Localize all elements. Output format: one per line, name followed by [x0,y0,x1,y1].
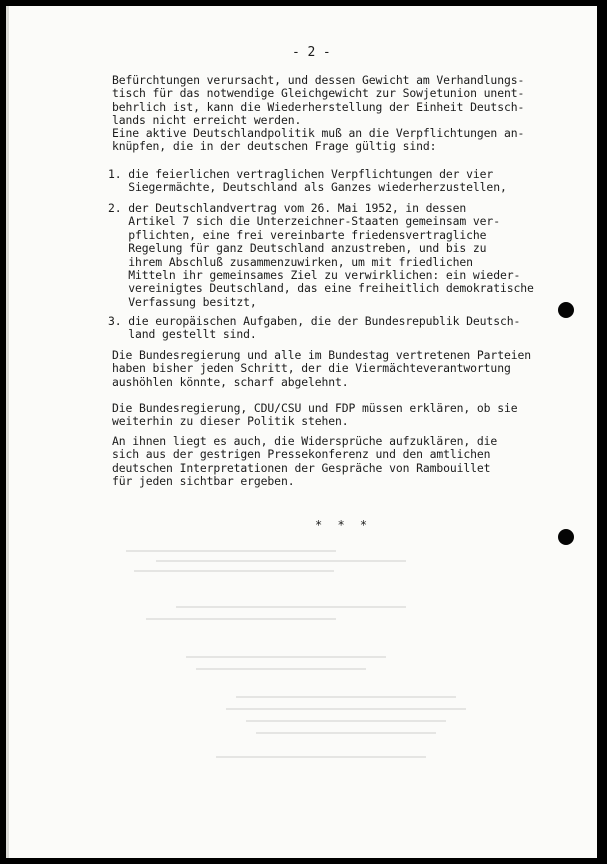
section-separator: * * * [315,518,372,532]
punch-hole-lower [558,529,574,545]
paragraph-deutschlandpolitik: Eine aktive Deutschlandpolitik muß an die Verpflichtungen an- knüpfen, die in der deutschen Frage gültig sind: [112,126,525,154]
document-page [6,6,597,858]
punch-hole-upper [558,302,574,318]
page-edge-shadow [6,6,9,858]
list-item-3: 3. die europäischen Aufgaben, die der Bundesrepublik Deutsch- land gestellt sind. [108,314,521,342]
paragraph-widersprueche: An ihnen liegt es auch, die Widersprüche aufzuklären, die sich aus der gestrigen Pressekonferenz und den amtlichen deutschen Interpretationen der Gespräche von Rambouillet für jeden sichtbar ergeben. [112,434,498,489]
list-item-1: 1. die feierlichen vertraglichen Verpflichtungen der vier Siegermächte, Deutschland als Ganzes wiederherzustellen, [108,167,507,195]
page-number: - 2 - [292,45,331,60]
paragraph-bundesregierung-parteien: Die Bundesregierung und alle im Bundestag vertretenen Parteien haben bisher jeden Schritt, der die Viermächteverantwortung aushöhlen könnte, scharf abgelehnt. [112,348,531,389]
paragraph-befuerchtungen: Befürchtungen verursacht, und dessen Gewicht am Verhandlungs- tisch für das notwendige Gleichgewicht zur Sowjetunion unent- behrlich ist, kann die Wiederherstellung der Einheit Deutsch- lands nicht erreicht werden. [112,73,525,128]
list-item-2: 2. der Deutschlandvertrag vom 26. Mai 1952, in dessen Artikel 7 sich die Unterzeichner-Staaten gemeinsam ver- pflichten, eine frei vereinbarte friedensvertragliche Regelung für ganz Deutschland anzustreben, und bis zu ihrem Abschluß zusammenzuwirken, um mit friedlichen Mitteln ihr gemeinsames Ziel zu verwirklichen: ein wieder- vereinigtes Deutschland, das eine freiheitlich demokratische Verfassung besitzt, [108,201,534,309]
reverse-side-bleed-through [116,546,496,786]
paragraph-cdu-csu-fdp: Die Bundesregierung, CDU/CSU und FDP müssen erklären, ob sie weiterhin zu dieser Politik stehen. [112,401,518,429]
